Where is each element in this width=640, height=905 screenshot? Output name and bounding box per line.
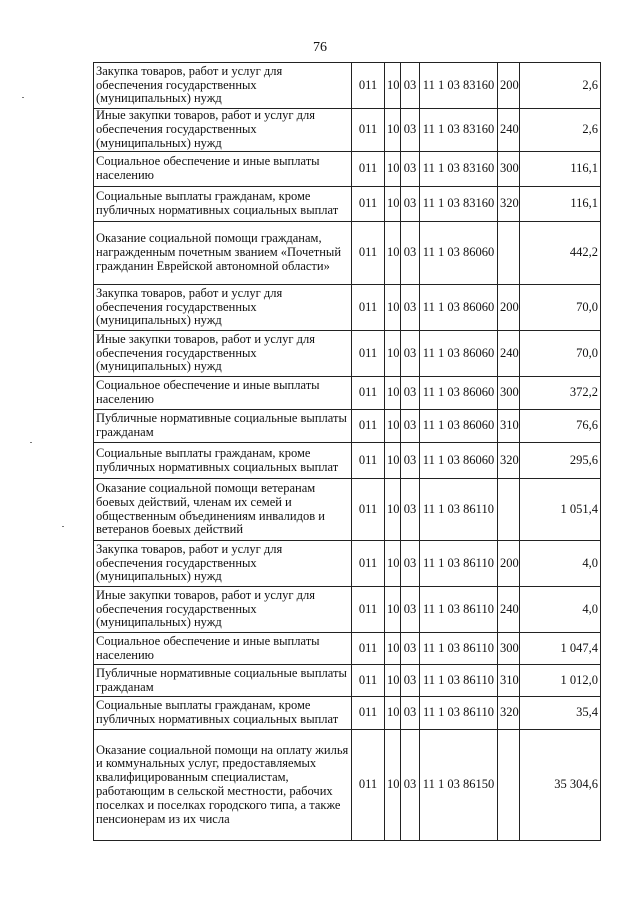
row-name-cell: Социальное обеспечение и иные выплаты населению	[94, 633, 352, 665]
expense-type-cell: 200	[498, 285, 520, 331]
ministry-code-cell: 011	[352, 152, 385, 187]
ministry-code-cell: 011	[352, 410, 385, 443]
row-name-cell: Закупка товаров, работ и услуг для обеспечения государственных (муниципальных) нужд	[94, 285, 352, 331]
subsection-code-cell: 03	[401, 697, 420, 730]
table-row	[94, 479, 601, 541]
ministry-code-cell: 011	[352, 443, 385, 479]
section-code-cell: 10	[385, 410, 401, 443]
section-code-cell: 10	[385, 665, 401, 697]
section-code-cell: 10	[385, 633, 401, 665]
subsection-code-cell: 03	[401, 633, 420, 665]
row-name-cell: Социальное обеспечение и иные выплаты населению	[94, 152, 352, 187]
expense-type-cell: 300	[498, 633, 520, 665]
amount-cell: 1 051,4	[520, 479, 601, 541]
expense-type-cell: 320	[498, 187, 520, 222]
target-article-cell: 11 1 03 86060	[420, 410, 498, 443]
ministry-code-cell: 011	[352, 285, 385, 331]
expense-type-cell: 300	[498, 377, 520, 410]
row-name-cell: Социальное обеспечение и иные выплаты населению	[94, 377, 352, 410]
table-row	[94, 109, 601, 152]
section-code-cell: 10	[385, 109, 401, 152]
expense-type-cell	[498, 222, 520, 285]
row-name-cell: Социальные выплаты гражданам, кроме публичных нормативных социальных выплат	[94, 187, 352, 222]
row-name-cell: Иные закупки товаров, работ и услуг для обеспечения государственных (муниципальных) нужд	[94, 587, 352, 633]
amount-cell: 442,2	[520, 222, 601, 285]
section-code-cell: 10	[385, 331, 401, 377]
row-name-cell: Публичные нормативные социальные выплаты гражданам	[94, 410, 352, 443]
row-name-cell: Иные закупки товаров, работ и услуг для обеспечения государственных (муниципальных) нужд	[94, 331, 352, 377]
subsection-code-cell: 03	[401, 152, 420, 187]
subsection-code-cell: 03	[401, 222, 420, 285]
ministry-code-cell: 011	[352, 331, 385, 377]
subsection-code-cell: 03	[401, 377, 420, 410]
scan-mark	[30, 442, 32, 443]
ministry-code-cell: 011	[352, 109, 385, 152]
table-body	[94, 63, 601, 841]
expense-type-cell: 240	[498, 331, 520, 377]
target-article-cell: 11 1 03 86150	[420, 730, 498, 841]
table-row	[94, 697, 601, 730]
target-article-cell: 11 1 03 86060	[420, 443, 498, 479]
table-row	[94, 377, 601, 410]
expense-type-cell: 310	[498, 410, 520, 443]
section-code-cell: 10	[385, 377, 401, 410]
ministry-code-cell: 011	[352, 479, 385, 541]
subsection-code-cell: 03	[401, 443, 420, 479]
subsection-code-cell: 03	[401, 187, 420, 222]
expense-type-cell: 200	[498, 541, 520, 587]
target-article-cell: 11 1 03 83160	[420, 152, 498, 187]
subsection-code-cell: 03	[401, 479, 420, 541]
target-article-cell: 11 1 03 86110	[420, 479, 498, 541]
row-name-cell: Социальные выплаты гражданам, кроме публичных нормативных социальных выплат	[94, 697, 352, 730]
expense-type-cell	[498, 730, 520, 841]
subsection-code-cell: 03	[401, 587, 420, 633]
ministry-code-cell: 011	[352, 697, 385, 730]
target-article-cell: 11 1 03 86060	[420, 285, 498, 331]
subsection-code-cell: 03	[401, 410, 420, 443]
subsection-code-cell: 03	[401, 109, 420, 152]
ministry-code-cell: 011	[352, 377, 385, 410]
target-article-cell: 11 1 03 86110	[420, 541, 498, 587]
section-code-cell: 10	[385, 222, 401, 285]
section-code-cell: 10	[385, 152, 401, 187]
table-row	[94, 730, 601, 841]
subsection-code-cell: 03	[401, 541, 420, 587]
table-row	[94, 665, 601, 697]
target-article-cell: 11 1 03 83160	[420, 187, 498, 222]
target-article-cell: 11 1 03 86110	[420, 633, 498, 665]
row-name-cell: Социальные выплаты гражданам, кроме публичных нормативных социальных выплат	[94, 443, 352, 479]
row-name-cell: Закупка товаров, работ и услуг для обеспечения государственных (муниципальных) нужд	[94, 63, 352, 109]
subsection-code-cell: 03	[401, 730, 420, 841]
amount-cell: 2,6	[520, 109, 601, 152]
expense-type-cell: 300	[498, 152, 520, 187]
amount-cell: 4,0	[520, 587, 601, 633]
ministry-code-cell: 011	[352, 63, 385, 109]
section-code-cell: 10	[385, 443, 401, 479]
section-code-cell: 10	[385, 285, 401, 331]
ministry-code-cell: 011	[352, 587, 385, 633]
amount-cell: 35,4	[520, 697, 601, 730]
expense-type-cell: 240	[498, 587, 520, 633]
ministry-code-cell: 011	[352, 541, 385, 587]
ministry-code-cell: 011	[352, 633, 385, 665]
target-article-cell: 11 1 03 86110	[420, 697, 498, 730]
amount-cell: 4,0	[520, 541, 601, 587]
subsection-code-cell: 03	[401, 331, 420, 377]
ministry-code-cell: 011	[352, 665, 385, 697]
section-code-cell: 10	[385, 187, 401, 222]
amount-cell: 1 012,0	[520, 665, 601, 697]
target-article-cell: 11 1 03 86060	[420, 222, 498, 285]
table-row	[94, 285, 601, 331]
row-name-cell: Закупка товаров, работ и услуг для обеспечения государственных (муниципальных) нужд	[94, 541, 352, 587]
expense-type-cell: 240	[498, 109, 520, 152]
page-number: 76	[313, 40, 327, 55]
section-code-cell: 10	[385, 587, 401, 633]
section-code-cell: 10	[385, 541, 401, 587]
ministry-code-cell: 011	[352, 222, 385, 285]
amount-cell: 2,6	[520, 63, 601, 109]
subsection-code-cell: 03	[401, 285, 420, 331]
table-row	[94, 152, 601, 187]
amount-cell: 35 304,6	[520, 730, 601, 841]
row-name-cell: Оказание социальной помощи ветеранам боевых действий, членам их семей и общественным объединениям инвалидов и ветеранов боевых действий	[94, 479, 352, 541]
expense-type-cell: 320	[498, 443, 520, 479]
ministry-code-cell: 011	[352, 187, 385, 222]
amount-cell: 116,1	[520, 187, 601, 222]
target-article-cell: 11 1 03 83160	[420, 109, 498, 152]
table-row	[94, 587, 601, 633]
amount-cell: 295,6	[520, 443, 601, 479]
amount-cell: 372,2	[520, 377, 601, 410]
table-row	[94, 63, 601, 109]
amount-cell: 70,0	[520, 331, 601, 377]
target-article-cell: 11 1 03 86110	[420, 665, 498, 697]
target-article-cell: 11 1 03 86110	[420, 587, 498, 633]
table-row	[94, 633, 601, 665]
expense-type-cell: 200	[498, 63, 520, 109]
target-article-cell: 11 1 03 86060	[420, 377, 498, 410]
amount-cell: 1 047,4	[520, 633, 601, 665]
section-code-cell: 10	[385, 63, 401, 109]
scan-mark	[62, 526, 64, 527]
section-code-cell: 10	[385, 730, 401, 841]
table-row	[94, 187, 601, 222]
subsection-code-cell: 03	[401, 665, 420, 697]
row-name-cell: Оказание социальной помощи гражданам, награжденным почетным званием «Почетный гражданин Еврейской автономной области»	[94, 222, 352, 285]
amount-cell: 70,0	[520, 285, 601, 331]
table-row	[94, 331, 601, 377]
row-name-cell: Иные закупки товаров, работ и услуг для обеспечения государственных (муниципальных) нужд	[94, 109, 352, 152]
table-row	[94, 443, 601, 479]
amount-cell: 116,1	[520, 152, 601, 187]
section-code-cell: 10	[385, 697, 401, 730]
target-article-cell: 11 1 03 83160	[420, 63, 498, 109]
expense-type-cell	[498, 479, 520, 541]
table-row	[94, 541, 601, 587]
row-name-cell: Оказание социальной помощи на оплату жилья и коммунальных услуг, предоставляемых квалифицированным специалистам, работающим в сельской местности, рабочих поселках и поселках городского типа, а также пенсионерам из их числа	[94, 730, 352, 841]
expense-type-cell: 310	[498, 665, 520, 697]
section-code-cell: 10	[385, 479, 401, 541]
expense-type-cell: 320	[498, 697, 520, 730]
budget-table	[93, 62, 601, 841]
scan-mark	[22, 97, 24, 98]
subsection-code-cell: 03	[401, 63, 420, 109]
ministry-code-cell: 011	[352, 730, 385, 841]
target-article-cell: 11 1 03 86060	[420, 331, 498, 377]
table-row	[94, 222, 601, 285]
amount-cell: 76,6	[520, 410, 601, 443]
table-row	[94, 410, 601, 443]
row-name-cell: Публичные нормативные социальные выплаты гражданам	[94, 665, 352, 697]
